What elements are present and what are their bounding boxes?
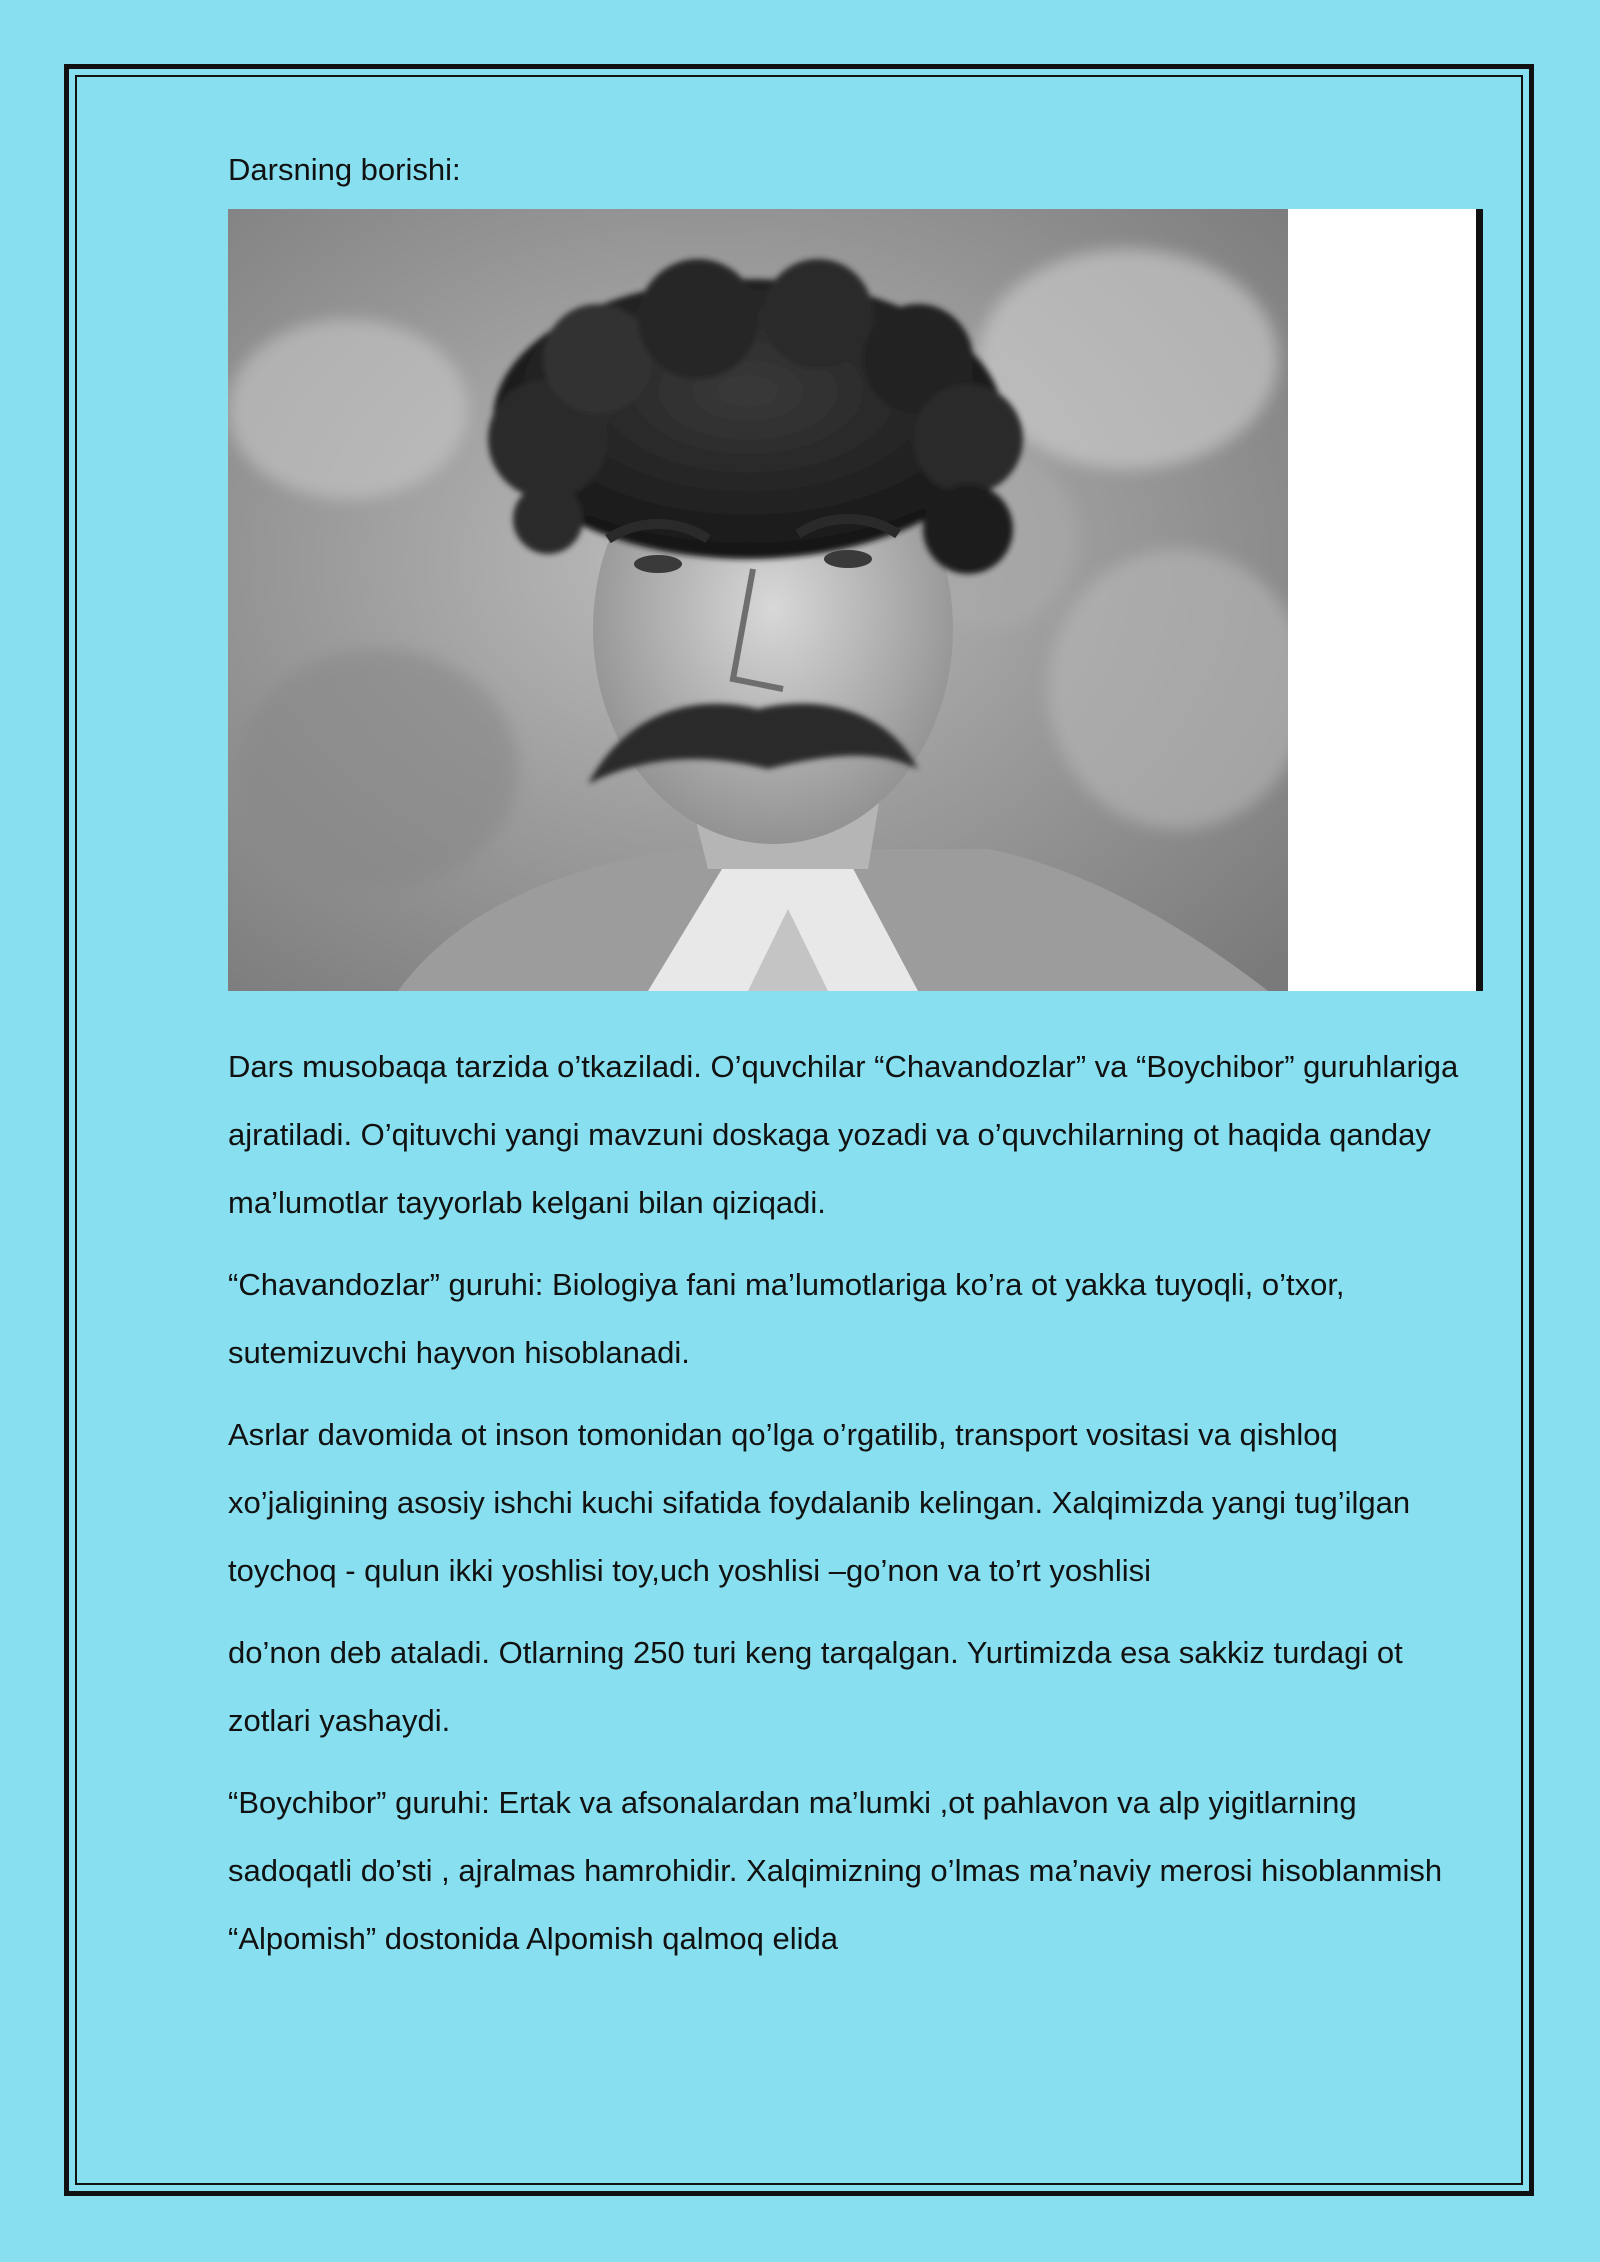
paragraph-history: Asrlar davomida ot inson tomonidan qo’lga o’rgatilib, transport vositasi va qishloq xo’jaligining asosiy ishchi kuchi sifatida foydalanib kelingan. Xalqimizda yangi tug’ilgan toychoq - qulun ikki yoshlisi toy,uch yoshlisi –go’non va to’rt yoshlisi (228, 1417, 1411, 1588)
paragraph-intro: Dars musobaqa tarzida o’tkaziladi. O’quvchilar “Chavandozlar” va “Boychibor” guruhlariga ajratiladi. O’qituvchi yangi mavzuni doskaga yozadi va o’quvchilarning ot haqida qanday ma’lumotlar tayyorlab kelgani bilan qiziqadi. (228, 1049, 1459, 1220)
section-heading: Darsning borishi: (228, 152, 461, 187)
document-body (228, 150, 1483, 1987)
paragraph-chavandozlar: “Chavandozlar” guruhi: Biologiya fani ma’lumotlariga ko’ra ot yakka tuyoqli, o’txor, sutemizuvchi hayvon hisoblanadi. (228, 1267, 1345, 1370)
paragraph-boychibor: “Boychibor” guruhi: Ertak va afsonalardan ma’lumki ,ot pahlavon va alp yigitlarning sadoqatli do’sti , ajralmas hamrohidir. Xalqimizning o’lmas ma’naviy merosi hisoblanmish “Alpomish” dostonida Alpomish qalmoq elida (228, 1785, 1443, 1956)
portrait-image (228, 209, 1483, 991)
paragraph-breeds: do’non deb ataladi. Otlarning 250 turi keng tarqalgan. Yurtimizda esa sakkiz turdagi ot zotlari yashaydi. (228, 1635, 1403, 1738)
portrait-photo (228, 209, 1483, 991)
